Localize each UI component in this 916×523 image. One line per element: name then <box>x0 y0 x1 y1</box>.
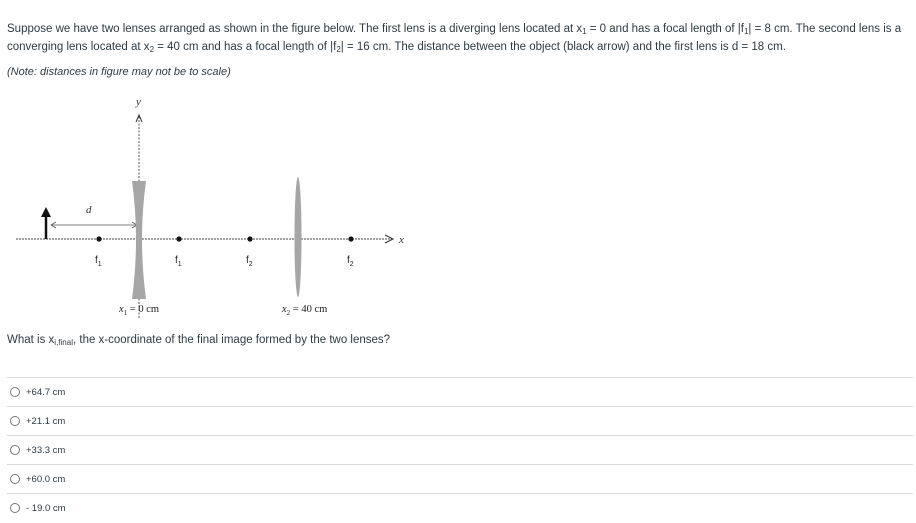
radio-button-icon[interactable] <box>10 503 20 513</box>
focal-point-f1-right <box>176 236 181 241</box>
question-text-2: , the x-coordinate of the final image formed by the two lenses? <box>72 334 391 346</box>
question-text <box>7 334 390 346</box>
y-axis-label: y <box>136 96 141 108</box>
answer-label[interactable]: +33.3 cm <box>26 444 66 456</box>
distance-d-label: d <box>86 204 92 216</box>
intro-sub-3: 2 <box>149 45 155 54</box>
intro-text-3: | = 8 cm. The second lens is a converging lens located at x <box>7 23 902 53</box>
radio-button-icon[interactable] <box>10 445 20 455</box>
answer-label[interactable]: - 19.0 cm <box>26 502 66 514</box>
answer-choice-2[interactable] <box>7 406 913 435</box>
problem-statement <box>7 20 912 56</box>
intro-sub-4: 2 <box>336 45 341 54</box>
answer-label[interactable]: +60.0 cm <box>26 473 66 485</box>
scale-note: (Note: distances in figure may not be to scale) <box>7 66 231 78</box>
lens2-position-label: $x_2 = 40$ cm <box>282 304 328 317</box>
diverging-lens <box>132 181 146 299</box>
answer-label[interactable]: +64.7 cm <box>26 386 66 398</box>
converging-lens <box>295 177 302 297</box>
lens-diagram <box>0 88 420 323</box>
x-axis-label: x <box>399 234 404 246</box>
question-sub: i,final <box>54 338 73 347</box>
intro-sub-2: 1 <box>743 27 749 36</box>
focal-label-f1-left: $f_1$ <box>95 255 102 268</box>
answer-choice-3[interactable] <box>7 435 913 464</box>
answer-label[interactable]: +21.1 cm <box>26 415 66 427</box>
focal-label-f2-left: $f_2$ <box>246 255 253 268</box>
answer-choice-4[interactable] <box>7 464 913 493</box>
focal-point-f1-left <box>96 236 101 241</box>
lens1-position-label: $x_1 = 0$ cm <box>119 304 160 317</box>
question-text-1: What is x <box>7 334 55 346</box>
answer-choice-5[interactable] <box>7 493 913 522</box>
focal-label-f1-right: $f_1$ <box>175 255 182 268</box>
focal-point-f2-left <box>247 236 252 241</box>
focal-label-f2-right: $f_2$ <box>347 255 354 268</box>
radio-button-icon[interactable] <box>10 387 20 397</box>
intro-sub-1: 1 <box>582 27 587 36</box>
radio-button-icon[interactable] <box>10 416 20 426</box>
object-arrow <box>41 207 51 239</box>
intro-text-4: = 40 cm and has a focal length of |f <box>154 41 337 53</box>
intro-text-2: = 0 and has a focal length of |f <box>586 23 744 35</box>
radio-button-icon[interactable] <box>10 474 20 484</box>
focal-point-f2-right <box>348 236 353 241</box>
answer-choice-1[interactable] <box>7 377 913 406</box>
answer-choices <box>7 377 913 522</box>
intro-text-1: Suppose we have two lenses arranged as shown in the figure below. The first lens is a diverging lens located at x <box>7 23 583 35</box>
intro-text-5: | = 16 cm. The distance between the object (black arrow) and the first lens is d = 18 cm. <box>340 41 786 53</box>
